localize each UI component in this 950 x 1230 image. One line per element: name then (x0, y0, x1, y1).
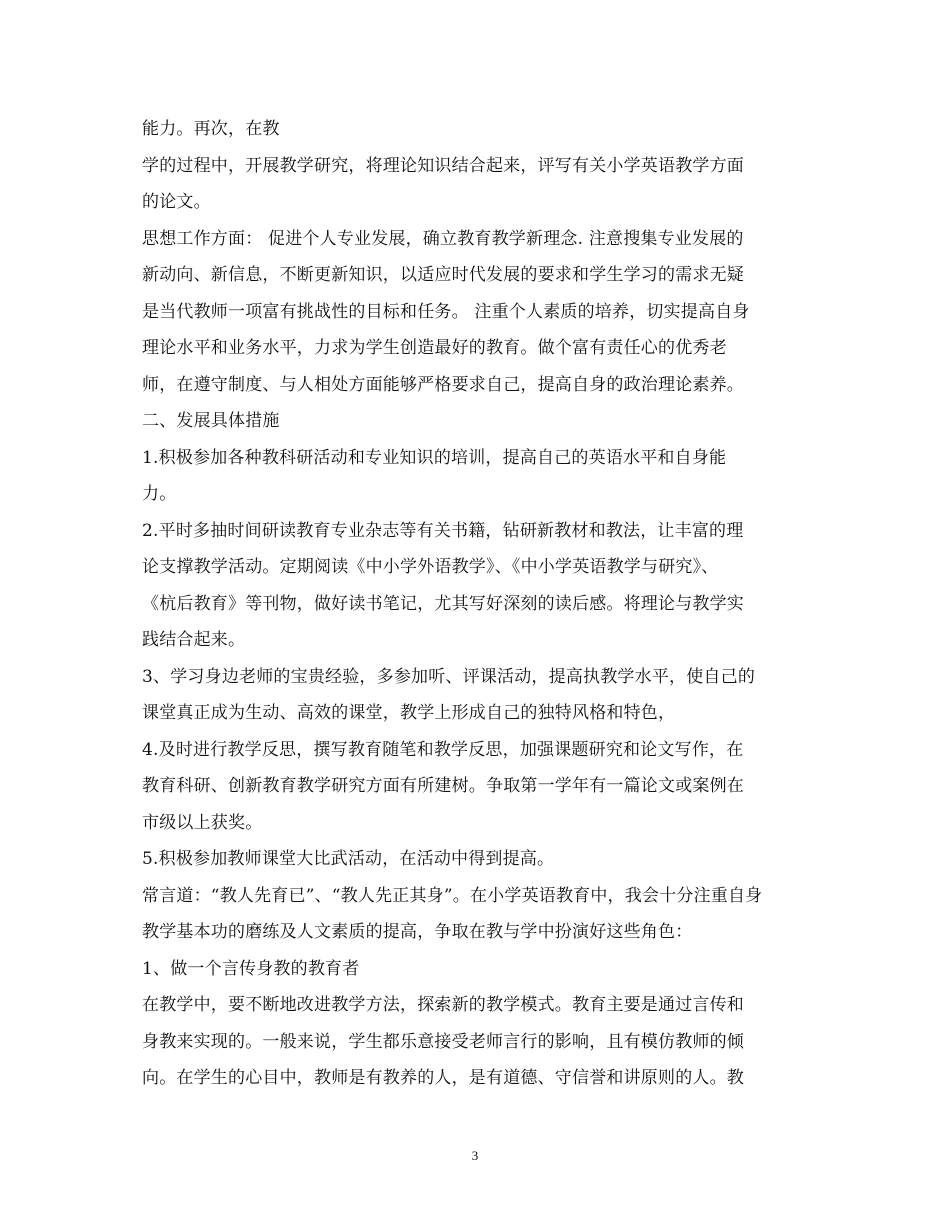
text-line: 力。 (142, 484, 177, 504)
text-line: 课堂真正成为生动、高效的课堂，教学上形成自己的独特风格和特色， (142, 703, 676, 723)
text-line: 是当代教师一项富有挑战性的目标和任务。 注重个人素质的培养，切实提高自身 (142, 301, 750, 322)
text-line: 常言道：“教人先育已”、“教人先正其身”。在小学英语教育中，我会十分注重自身 (142, 885, 763, 906)
text-line: 3、学习身边老师的宝贵经验，多参加听、评课活动，提高执教学水平，使自己的 (142, 666, 756, 687)
text-line: 市级以上获奖。 (142, 812, 263, 833)
text-line: 理论水平和业务水平，力求为学生创造最好的教育。做个富有责任心的优秀老 (142, 338, 727, 358)
body-text (142, 111, 812, 1097)
text-line: 《杭后教育》等刊物，做好读书笔记，尤其写好深刻的读后感。将理论与教学实 (142, 593, 744, 614)
text-line: 向。在学生的心目中，教师是有教养的人，是有道德、守信誉和讲原则的人。教 (142, 1068, 744, 1088)
text-line: 教学基本功的磨练及人文素质的提高，争取在教与学中扮演好这些角色： (142, 922, 693, 942)
text-line: 5.积极参加教师课堂大比武活动，在活动中得到提高。 (142, 849, 555, 869)
page-number: 3 (471, 1148, 479, 1163)
text-line: 论支撑教学活动。定期阅读《中小学外语教学》、《中小学英语教学与研究》、 (142, 557, 719, 577)
text-line: 学的过程中，开展教学研究，将理论知识结合起来，评写有关小学英语教学方面 (142, 155, 744, 176)
text-line: 师，在遵守制度、与人相处方面能够严格要求自己，提高自身的政治理论素养。 (142, 374, 744, 395)
text-line: 能力。再次，在教 (142, 119, 280, 139)
text-line: 的论文。 (142, 192, 211, 212)
text-line: 思想工作方面： 促进个人专业发展，确立教育教学新理念. 注意搜集专业发展的 (142, 228, 744, 249)
text-line: 新动向、新信息，不断更新知识，以适应时代发展的要求和学生学习的需求无疑 (142, 265, 744, 285)
text-line: 身教来实现的。一般来说，学生都乐意接受老师言行的影响，且有模仿教师的倾 (142, 1031, 744, 1052)
text-line: 1.积极参加各种教科研活动和专业知识的培训，提高自己的英语水平和自身能 (142, 447, 727, 468)
text-line: 在教学中，要不断地改进教学方法，探索新的教学模式。教育主要是通过言传和 (142, 995, 744, 1015)
text-line: 4.及时进行教学反思，撰写教育随笔和教学反思，加强课题研究和论文写作，在 (142, 739, 744, 760)
text-line: 践结合起来。 (142, 630, 246, 650)
section-heading: 二、发展具体措施 (142, 411, 280, 431)
section-heading: 1、做一个言传身教的教育者 (142, 958, 360, 979)
text-line: 教育科研、创新教育教学研究方面有所建树。争取第一学年有一篇论文或案例在 (142, 776, 744, 796)
text-line: 2.平时多抽时间研读教育专业杂志等有关书籍，钻研新教材和教法，让丰富的理 (142, 520, 744, 541)
